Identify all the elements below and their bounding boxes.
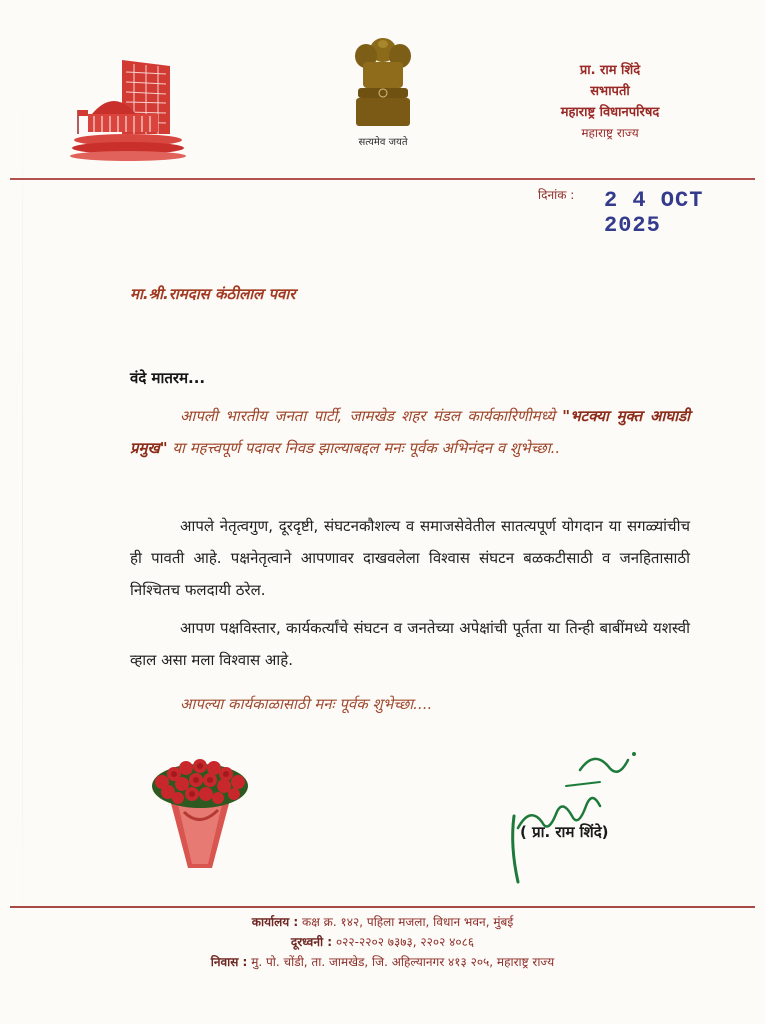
recipient-name: मा.श्री.रामदास कंठीलाल पवार bbox=[130, 285, 296, 303]
national-emblem-icon bbox=[346, 32, 420, 128]
date-stamp: 2 4 OCT 2025 bbox=[604, 188, 704, 238]
header-divider bbox=[10, 178, 755, 180]
residence-line bbox=[0, 952, 765, 972]
residence-address: मु. पो. चोंडी, ता. जामखेड, जि. अहिल्यानगर ४१३ २०५, महाराष्ट्र राज्य bbox=[251, 955, 555, 969]
paragraph-4-text: आपल्या कार्यकाळासाठी मनः पूर्वक शुभेच्छा.... bbox=[180, 695, 433, 713]
sender-state: महाराष्ट्र राज्य bbox=[581, 126, 639, 140]
paragraph-congratulations bbox=[130, 400, 690, 464]
vidhan-bhavan-logo-icon bbox=[70, 52, 188, 164]
sender-designation: सभापती bbox=[590, 84, 630, 99]
residence-label: निवास : bbox=[210, 955, 248, 969]
date-label: दिनांक : bbox=[538, 188, 575, 202]
emblem-motto: सत्यमेव जयते bbox=[358, 137, 408, 148]
office-label: कार्यालय : bbox=[251, 915, 299, 929]
phone-label: दूरध्वनी : bbox=[290, 935, 333, 949]
paragraph-confidence bbox=[130, 612, 690, 676]
paragraph-wishes bbox=[130, 688, 690, 720]
footer-address bbox=[0, 912, 765, 972]
flower-bouquet-icon bbox=[148, 752, 252, 870]
handwritten-signature bbox=[496, 736, 646, 886]
phone-line bbox=[0, 932, 765, 952]
sender-name: प्रा. राम शिंदे bbox=[579, 63, 641, 78]
sender-block bbox=[515, 60, 705, 144]
office-line bbox=[0, 912, 765, 932]
office-address: कक्ष क्र. १४२, पहिला मजला, विधान भवन, मुंबई bbox=[302, 915, 514, 929]
paragraph-1-text: आपली भारतीय जनता पार्टी, जामखेड शहर मंडल कार्यकारिणीमध्ये bbox=[180, 407, 563, 425]
footer-divider bbox=[10, 906, 755, 908]
post-title: "भटक्या मुक्त आघाडी प्रमुख" bbox=[130, 407, 691, 457]
greeting: वंदे मातरम... bbox=[130, 369, 206, 387]
sender-body: महाराष्ट्र विधानपरिषद bbox=[560, 105, 660, 120]
phone-numbers: ०२२-२२०२ ७३७३, २२०२ ४०८६ bbox=[335, 935, 475, 949]
paragraph-2-text: आपले नेतृत्वगुण, दूरदृष्टी, संघटनकौशल्य व समाजसेवेतील सातत्यपूर्ण योगदान या सगळ्यांचीच ही पावती आहे. पक्षनेतृत्वाने आपणावर दाखवलेला विश्वास संघटन बळकटीसाठी व जनहितासाठी निश्चितच फलदायी ठरेल. bbox=[130, 517, 690, 599]
paragraph-3-text: आपण पक्षविस्तार, कार्यकर्त्यांचे संघटन व जनतेच्या अपेक्षांची पूर्तता या तिन्ही बाबींमध्ये यशस्वी व्हाल असा मला विश्वास आहे. bbox=[130, 619, 690, 669]
paragraph-leadership bbox=[130, 510, 690, 606]
signatory-name: ( प्रा. राम शिंदे) bbox=[520, 823, 609, 841]
paper-fold bbox=[22, 60, 23, 960]
paragraph-1-text-end: या महत्त्वपूर्ण पदावर निवड झाल्याबद्दल मनः पूर्वक अभिनंदन व शुभेच्छा.. bbox=[167, 439, 561, 457]
